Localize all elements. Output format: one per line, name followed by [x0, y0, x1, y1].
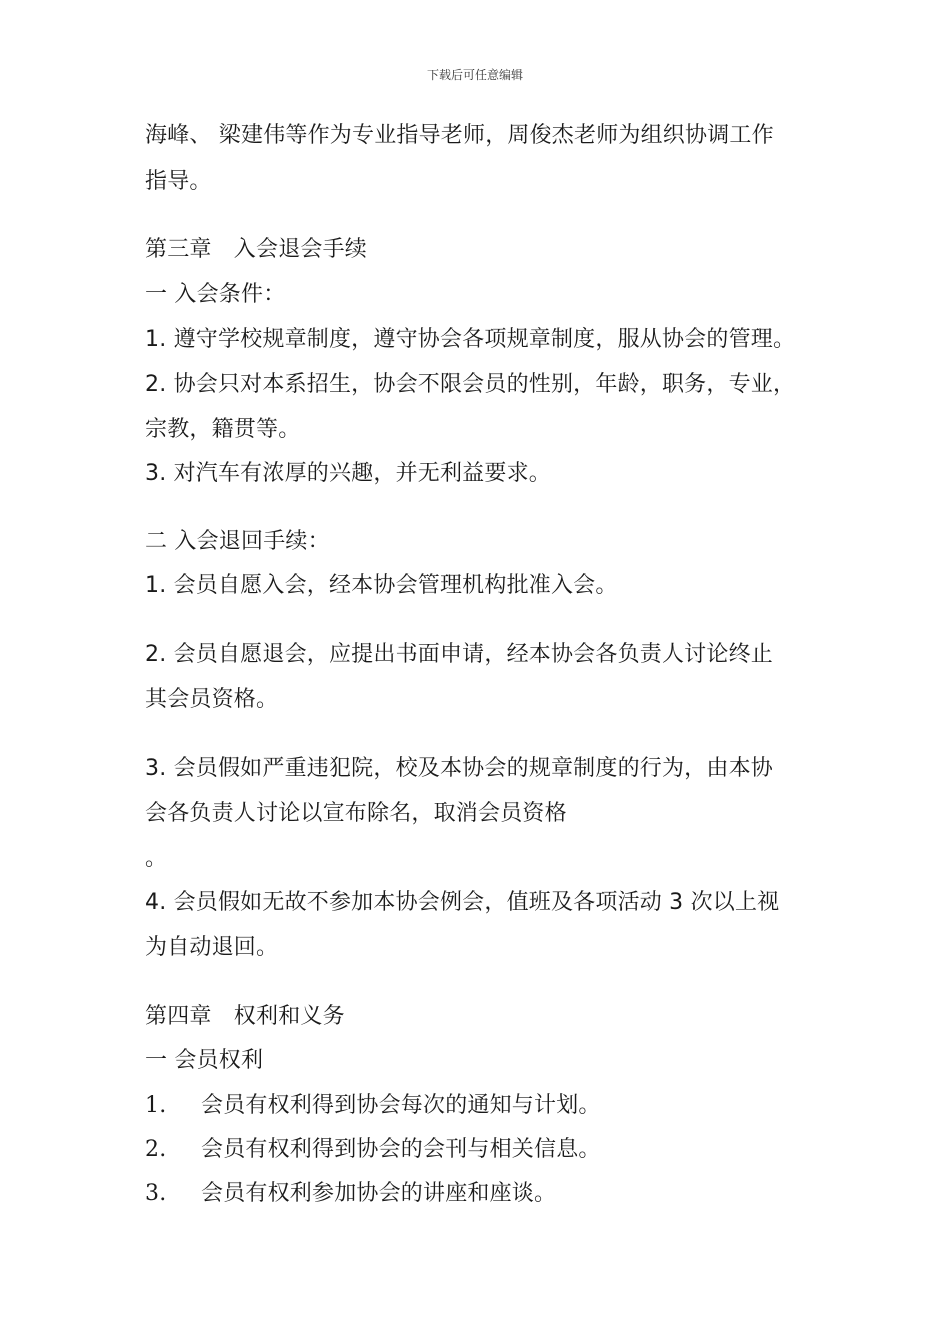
page-header: 下载后可任意编辑 — [426, 68, 523, 82]
section-heading: 二 入会退回手续： — [145, 529, 330, 554]
list-number: 2. — [145, 1137, 167, 1162]
paragraph-line: 宗教，籍贯等。 — [145, 417, 301, 442]
chapter-heading: 第四章 权利和义务 — [145, 1004, 345, 1029]
paragraph-line: 为自动退回。 — [145, 935, 279, 960]
section-heading: 一 入会条件： — [145, 282, 286, 307]
rights-list-item — [145, 1179, 556, 1209]
list-item-text: 会员有权利参加协会的讲座和座谈。 — [201, 1181, 557, 1206]
list-item-text: 会员有权利得到协会的会刊与相关信息。 — [201, 1137, 601, 1162]
list-item: 2. 协会只对本系招生，协会不限会员的性别，年龄，职务，专业， — [145, 372, 796, 397]
rights-list-item — [145, 1135, 601, 1165]
list-item: 3. 对汽车有浓厚的兴趣，并无利益要求。 — [145, 461, 551, 486]
paragraph-line: 其会员资格。 — [145, 687, 279, 712]
paragraph-line: 指导。 — [145, 169, 212, 194]
rights-list-item — [145, 1091, 601, 1121]
list-item: 1. 遵守学校规章制度，遵守协会各项规章制度，服从协会的管理。 — [145, 327, 796, 352]
paragraph-line: 海峰、 梁建伟等作为专业指导老师，周俊杰老师为组织协调工作 — [145, 123, 774, 148]
list-item: 1. 会员自愿入会，经本协会管理机构批准入会。 — [145, 573, 618, 598]
section-heading: 一 会员权利 — [145, 1048, 264, 1073]
list-item-text: 会员有权利得到协会每次的通知与计划。 — [201, 1093, 601, 1118]
list-item: 4. 会员假如无故不参加本协会例会，值班及各项活动 3 次以上视 — [145, 890, 780, 915]
chapter-heading: 第三章 入会退会手续 — [145, 237, 368, 262]
list-number: 1. — [145, 1093, 167, 1118]
list-item: 3. 会员假如严重违犯院，校及本协会的规章制度的行为，由本协 — [145, 756, 773, 781]
list-item: 2. 会员自愿退会，应提出书面申请，经本协会各负责人讨论终止 — [145, 642, 773, 667]
paragraph-line: 。 — [145, 846, 168, 871]
list-number: 3. — [145, 1181, 167, 1206]
paragraph-line: 会各负责人讨论以宣布除名，取消会员资格 — [145, 801, 567, 826]
